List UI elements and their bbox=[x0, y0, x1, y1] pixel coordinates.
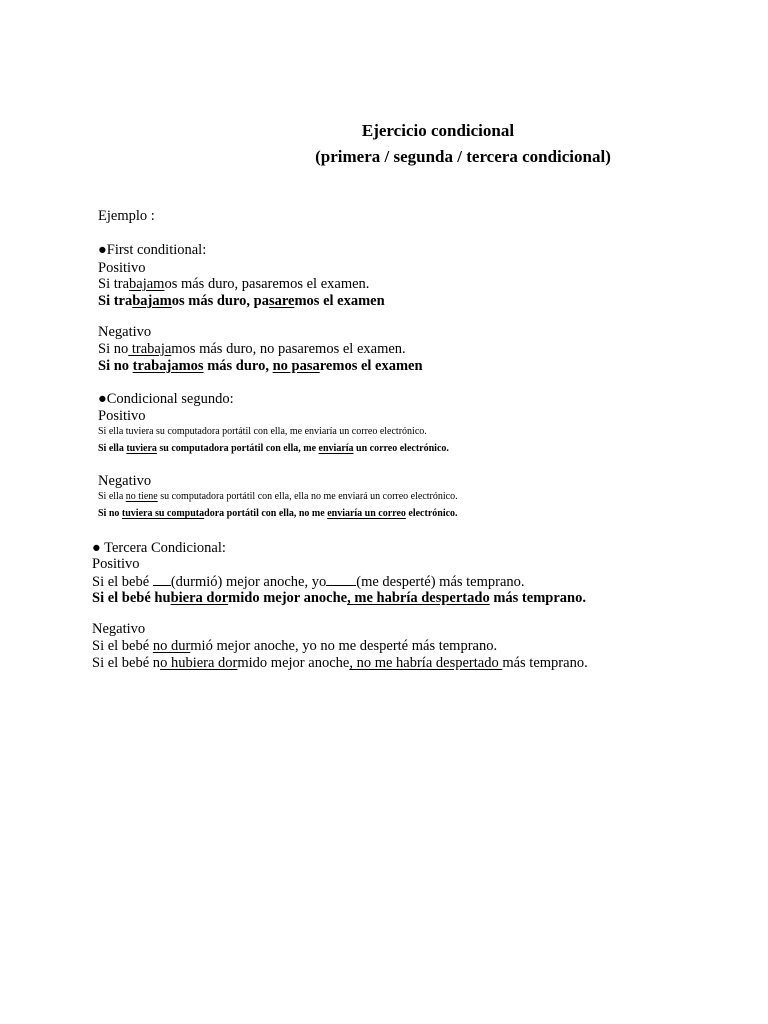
underlined-segment: enviaría un correo bbox=[327, 508, 406, 519]
example-label: Ejemplo : bbox=[98, 208, 155, 224]
text-segment: Si ella bbox=[98, 443, 127, 454]
text-segment: Si ella bbox=[98, 491, 126, 502]
first-negative-sentence-bold bbox=[98, 358, 423, 375]
first-negative-sentence bbox=[98, 341, 406, 358]
first-positive-sentence-bold bbox=[98, 293, 385, 310]
second-negative-label: Negativo bbox=[98, 473, 152, 489]
text-segment: Si no bbox=[98, 358, 133, 374]
document-title: Ejercicio condicional bbox=[361, 121, 515, 140]
second-negative-sentence bbox=[98, 490, 458, 503]
second-positive-sentence: Si ella tuviera su computadora portátil con ella, me enviaría un correo electrónico. bbox=[98, 426, 427, 437]
text-segment: Si tra bbox=[98, 293, 133, 309]
second-conditional-heading: ●Condicional segundo: bbox=[98, 391, 234, 407]
third-positive-sentence bbox=[92, 573, 525, 591]
text-segment: Si no bbox=[98, 341, 129, 357]
underlined-segment: bajam bbox=[132, 293, 172, 309]
text-segment: (durmió) mejor anoche, yo bbox=[170, 574, 327, 590]
first-positive-sentence: Si trabajamos más duro, pasaremos el examen. bbox=[98, 276, 370, 292]
text-segment: más temprano. bbox=[489, 590, 586, 606]
second-negative-sentence-bold bbox=[98, 507, 458, 520]
second-positive-sentence-bold bbox=[98, 442, 449, 455]
text-segment: mió mejor anoche, yo no me desperté más temprano. bbox=[190, 638, 498, 654]
text-segment: mido mejor anoche bbox=[237, 655, 350, 671]
text-segment: mos el examen bbox=[294, 293, 385, 309]
underlined-segment: no dur bbox=[152, 638, 191, 654]
text-segment: Si no bbox=[98, 508, 122, 519]
text-segment: mos más duro, no pasaremos el examen. bbox=[171, 341, 406, 357]
underlined-segment: no pasa bbox=[272, 358, 320, 374]
underlined-segment: biera dor bbox=[170, 590, 229, 606]
third-positive-sentence-bold bbox=[92, 590, 586, 607]
first-conditional-heading: ●First conditional: bbox=[98, 242, 207, 258]
text-segment: (me desperté) más temprano. bbox=[356, 574, 525, 590]
text-segment: Si el bebé bbox=[92, 574, 153, 590]
text-segment: más duro, bbox=[203, 358, 273, 374]
underlined-segment: tuviera bbox=[126, 443, 157, 454]
underlined-segment: trabaja bbox=[128, 341, 172, 357]
text-segment: más temprano. bbox=[502, 655, 588, 671]
text-segment: Si el bebé hu bbox=[92, 590, 171, 606]
underlined-segment: no tiene bbox=[125, 491, 158, 502]
text-segment: su computadora portátil con ella, ella no me enviará un correo electrónico. bbox=[157, 491, 458, 502]
text-segment: dora portátil con ella, no me bbox=[204, 508, 328, 519]
third-negative-label: Negativo bbox=[92, 621, 146, 637]
text-segment: su computadora portátil con ella, me bbox=[156, 443, 319, 454]
underlined-segment: tuviera su computa bbox=[121, 508, 205, 519]
answer-blank bbox=[153, 573, 171, 586]
text-segment: Si el bebé bbox=[92, 638, 153, 654]
answer-blank bbox=[326, 573, 356, 586]
third-positive-label: Positivo bbox=[92, 556, 140, 572]
text-segment: remos el examen bbox=[319, 358, 423, 374]
text-segment: electrónico. bbox=[405, 508, 458, 519]
underlined-segment: o hubiera dor bbox=[160, 655, 238, 671]
text-segment: Si el bebé n bbox=[92, 655, 161, 671]
underlined-segment: enviaría bbox=[318, 443, 354, 454]
third-conditional-heading: ● Tercera Condicional: bbox=[92, 540, 226, 556]
second-positive-label: Positivo bbox=[98, 408, 146, 424]
document-subtitle: (primera / segunda / tercera condicional) bbox=[315, 147, 611, 166]
underlined-segment: trabajamos bbox=[132, 358, 204, 374]
first-negative-label: Negativo bbox=[98, 324, 152, 340]
first-positive-label: Positivo bbox=[98, 260, 146, 276]
text-segment: os más duro, pa bbox=[171, 293, 269, 309]
underlined-segment: sare bbox=[268, 293, 295, 309]
third-negative-sentence bbox=[92, 638, 497, 655]
underlined-segment: , no me habría despertado bbox=[349, 655, 503, 671]
underlined-segment: , me habría despertado bbox=[347, 590, 490, 606]
text-segment: mido mejor anoche bbox=[228, 590, 348, 606]
third-negative-sentence-2 bbox=[92, 655, 588, 672]
text-segment: un correo electrónico. bbox=[353, 443, 449, 454]
